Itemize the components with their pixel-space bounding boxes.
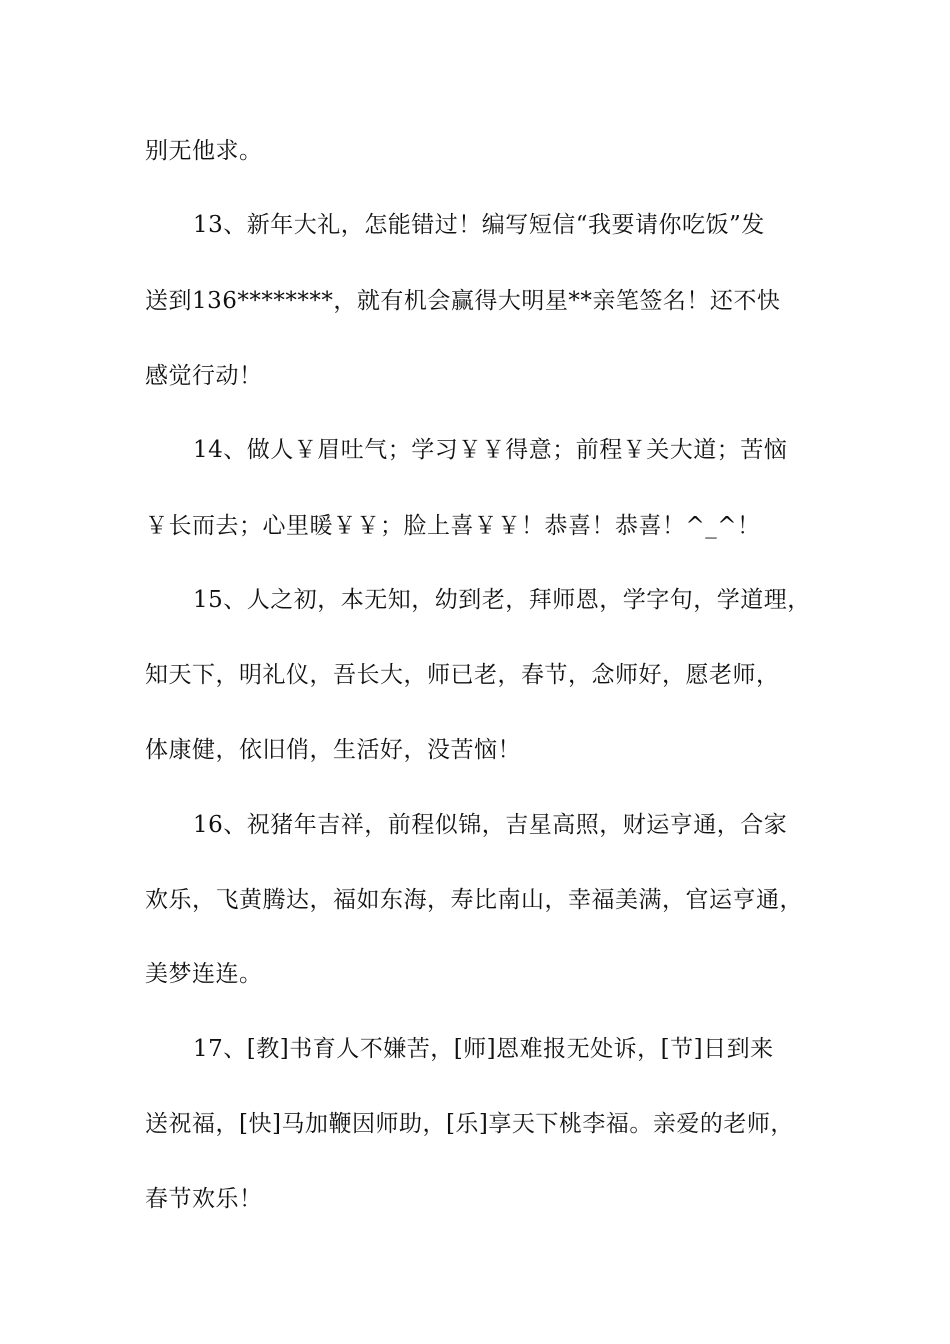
text-line: 别无他求。 [145,138,263,164]
item-15-line-3: 体康健，依旧俏，生活好，没苦恼！ [145,737,521,763]
item-16-line-3: 美梦连连。 [145,961,263,987]
item-15-line-2: 知天下，明礼仪，吾长大，师已老，春节，念师好，愿老师， [145,662,780,688]
item-13-line-3: 感觉行动！ [145,363,263,389]
item-16-line-1: 16、祝猪年吉祥，前程似锦，吉星高照，财运亨通，合家 [193,812,788,838]
item-13-line-2: 送到136********，就有机会赢得大明星**亲笔签名！还不快 [145,288,781,314]
item-14-line-1: 14、做人￥眉吐气；学习￥￥得意；前程￥关大道；苦恼 [193,437,788,463]
item-17-line-1: 17、[教]书育人不嫌苦，[师]恩难报无处诉，[节]日到来 [193,1036,774,1062]
item-15-line-1: 15、人之初，本无知，幼到老，拜师恩，学字句，学道理， [193,587,811,613]
item-13-line-1: 13、新年大礼，怎能错过！编写短信“我要请你吃饭”发 [193,212,765,238]
item-17-line-2: 送祝福，[快]马加鞭因师助，[乐]享天下桃李福。亲爱的老师， [145,1111,794,1137]
item-17-line-3: 春节欢乐！ [145,1186,263,1212]
item-16-line-2: 欢乐，飞黄腾达，福如东海，寿比南山，幸福美满，官运亨通， [145,887,803,913]
item-14-line-2: ￥长而去；心里暖￥￥；脸上喜￥￥！恭喜！恭喜！^_^！ [145,513,761,539]
